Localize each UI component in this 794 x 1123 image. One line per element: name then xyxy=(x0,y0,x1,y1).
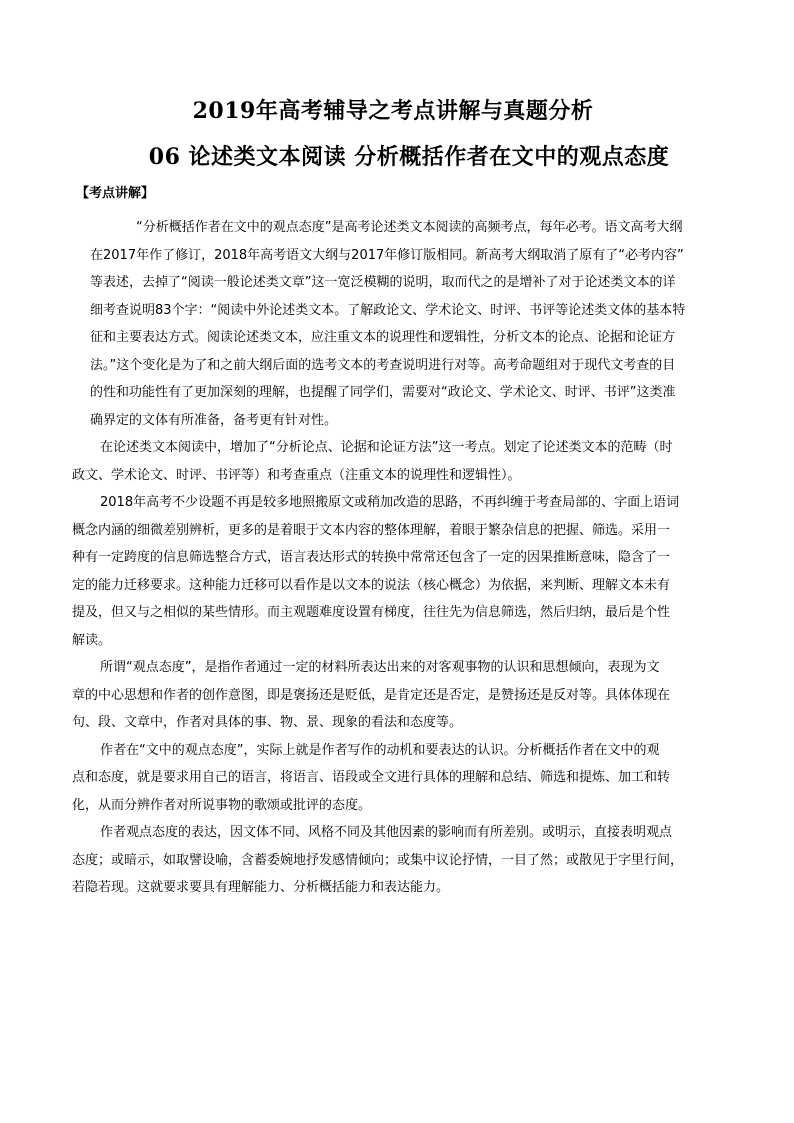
text-line: 若隐若现。这就要求要具有理解能力、分析概括能力和表达能力。 xyxy=(72,880,450,895)
document-title: 2019年高考辅导之考点讲解与真题分析 xyxy=(192,98,594,124)
text-line: 政文、学术论文、时评、书评等）和考查重点（注重文本的说理性和逻辑性）。 xyxy=(72,467,521,483)
text-line: 在2017年作了修订，2018年高考语文大纲与2017年修订版相同。新高考大纲取消了原有了“必考内容” xyxy=(90,247,684,263)
text-line: 2018年高考不少设题不再是较多地照搬原文或稍加改造的思路，不再纠缠于考查局部的、字面上语词 xyxy=(100,495,680,510)
text-line: 在论述类文本阅读中，增加了“分析论点、论据和论证方法”这一考点。划定了论述类文本的范畴（时 xyxy=(100,440,673,455)
paragraph-2 xyxy=(72,434,720,489)
text-line: 句、段、文章中，作者对具体的事、物、景、现象的看法和态度等。 xyxy=(72,715,463,730)
text-line: 章的中心思想和作者的创作意图，即是褒扬还是贬低，是肯定还是否定，是赞扬还是反对等。具体体现在 xyxy=(72,687,671,703)
text-line: 法。”这个变化是为了和之前大纲后面的选考文本的考查说明进行对等。高考命题组对于现代文考查的目 xyxy=(90,357,676,373)
document-subtitle: 06 论述类文本阅读 分析概括作者在文中的观点态度 xyxy=(148,144,670,170)
paragraph-4 xyxy=(72,654,720,737)
text-line: 细考查说明83个字：“阅读中外论述类文本。了解政论文、学术论文、时评、书评等论述类文体的基本特 xyxy=(90,302,686,318)
body-text xyxy=(72,214,720,902)
text-line: 的性和功能性有了更加深刻的理解，也提醒了同学们，需要对“政论文、学术论文、时评、书评”这类准 xyxy=(90,385,676,400)
text-line: 解读。 xyxy=(72,632,112,648)
text-line: 征和主要表达方式。阅读论述类文本，应注重文本的说理性和逻辑性，分析文本的论点、论据和论证方 xyxy=(90,330,676,345)
paragraph-3 xyxy=(72,489,720,654)
text-line: 定的能力迁移要求。这种能力迁移可以看作是以文本的说法（核心概念）为依据，来判断、理解文本未有 xyxy=(72,577,671,593)
text-line: 等表述，去掉了“阅读一般论述类文章”这一宽泛模糊的说明，取而代之的是增补了对于论述类文本的详 xyxy=(90,275,676,290)
section-heading: 【考点讲解】 xyxy=(76,186,155,201)
text-line: 所谓“观点态度”，是指作者通过一定的材料所表达出来的对客观事物的认识和思想倾向，表现为文 xyxy=(100,660,660,675)
text-line: 确界定的文体有所准备，备考更有针对性。 xyxy=(90,412,338,428)
paragraph-1 xyxy=(90,214,720,434)
paragraph-5 xyxy=(72,737,720,820)
text-line: 态度；或暗示，如取譬设喻，含蓄委婉地抒发感情倾向；或集中议论抒情，一目了然；或散见于字里行间， xyxy=(72,852,684,868)
text-line: 化，从而分辨作者对所说事物的歌颂或批评的态度。 xyxy=(72,797,372,813)
text-line: “分析概括作者在文中的观点态度”是高考论述类文本阅读的高频考点，每年必考。语文高考大纲 xyxy=(136,220,683,235)
text-line: 作者在“文中的观点态度”，实际上就是作者写作的动机和要表达的认识。分析概括作者在文中的观 xyxy=(100,742,660,758)
text-line: 种有一定跨度的信息筛选整合方式，语言表达形式的转换中常常还包含了一定的因果推断意味，隐含了一 xyxy=(72,550,671,565)
text-line: 概念内涵的细微差别辨析，更多的是着眼于文本内容的整体理解，着眼于繁杂信息的把握、筛选。采用一 xyxy=(72,522,671,538)
text-line: 作者观点态度的表达，因文体不同、风格不同及其他因素的影响而有所差别。或明示，直接表明观点 xyxy=(100,825,673,840)
paragraph-6 xyxy=(72,819,720,902)
text-line: 点和态度，就是要求用自己的语言，将语言、语段或全文进行具体的理解和总结、筛选和提炼、加工和转 xyxy=(72,770,671,785)
text-line: 提及，但又与之相似的某些情形。而主观题难度设置有梯度，往往先为信息筛选，然后归纳，最后是个性 xyxy=(72,605,671,620)
